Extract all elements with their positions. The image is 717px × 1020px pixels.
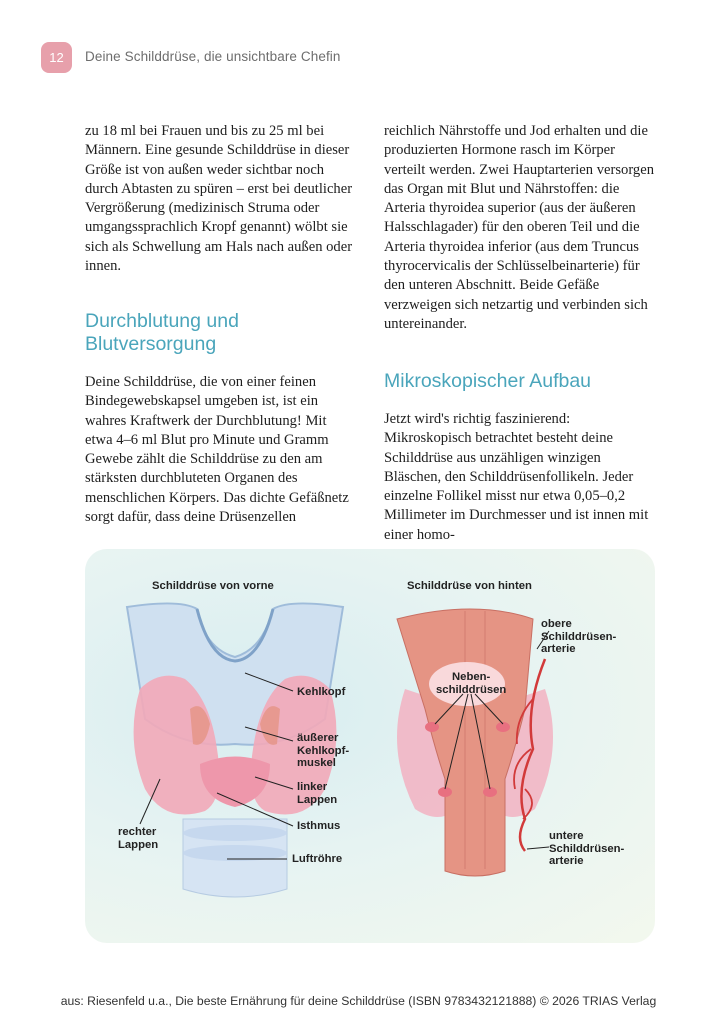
front-view-title: Schilddrüse von vorne — [152, 580, 274, 592]
left-paragraph-2: Deine Schilddrüse, die von einer feinen Bindegewebskapsel umgeben ist, ist ein wahres Kraftwerk der Durchblutung! Mit etwa 4–6 ml Blut pro Minute und Gramm Gewebe zählt die Schilddrüse zu den am stärksten durchbluteten Organen des menschlichen Körpers. Das dichte Gefäßnetz sorgt dafür, dass deine Drüsenzellen — [85, 374, 349, 526]
illustration-drawing — [85, 549, 655, 943]
right-paragraph-2: Jetzt wird's richtig faszinierend: Mikroskopisch betrachtet besteht deine Schilddrüse aus unzähligen winzigen Bläschen, den Schilddrüsenfollikeln. Jeder einzelne Follikel misst nur etwa 0,05–0,2 Millimeter im Durchmesser und ist innen mit einer homo- — [384, 411, 649, 543]
right-column — [384, 122, 655, 334]
label-kehlkopf: Kehlkopf — [297, 686, 346, 698]
parathyroid-gland — [425, 722, 439, 732]
label-untere-arterie: untere Schilddrüsen- arterie — [549, 830, 625, 867]
back-view-title: Schilddrüse von hinten — [407, 580, 532, 592]
leader-line — [527, 847, 549, 849]
left-column — [85, 122, 356, 276]
page-number-badge — [41, 42, 72, 73]
heading-durchblutung: Durchblutung und Blutversorgung — [85, 310, 239, 355]
label-isthmus: Isthmus — [297, 820, 341, 832]
label-nebenschilddruesen: Neben- schilddrüsen — [436, 671, 507, 696]
right-paragraph-1: reichlich Nährstoffe und Jod erhalten und die produzierten Hormone rasch im Körper verteilt werden. Zwei Hauptarterien versorgen das Organ mit Blut und Nährstoffen: die Arteria thyroidea superior (aus der äußeren Halsschlagader) für den oberen Teil und die Arteria thyroidea inferior (aus dem Truncus thyrocervicalis der Schlüsselbeinarterie) für den unteren Abschnitt. Beide Gefäße verzweigen sich netzartig und verbinden sich untereinander. — [384, 123, 655, 332]
heading-mikroskopisch: Mikroskopischer Aufbau — [384, 370, 592, 392]
left-paragraph-1: zu 18 ml bei Frauen und bis zu 25 ml bei Männern. Eine gesunde Schilddrüse in dieser Größe ist von außen weder sichtbar noch durch Abtasten zu spüren – erst bei deutlicher Vergrößerung (medizinisch Struma oder umgangssprachlich Kropf genannt) wölbt sie sich als Schwellung am Hals nach außen oder innen. — [85, 123, 353, 275]
trachea-ring — [183, 825, 287, 841]
thyroid-illustration — [85, 549, 655, 943]
page-number: 12 — [49, 50, 64, 65]
label-linker-lappen: linker Lappen — [297, 781, 338, 806]
label-luftroehre: Luftröhre — [292, 853, 343, 865]
label-muskel: äußerer Kehlkopf- muskel — [297, 732, 350, 769]
label-obere-arterie: obere Schilddrüsen- arterie — [541, 618, 617, 655]
back-view — [397, 609, 553, 876]
running-title: Deine Schilddrüse, die unsichtbare Chefin — [85, 49, 341, 64]
source-footer: aus: Riesenfeld u.a., Die beste Ernährung für deine Schilddrüse (ISBN 9783432121888) © 2026 TRIAS Verlag — [60, 994, 657, 1008]
label-rechter-lappen: rechter Lappen — [118, 826, 159, 851]
